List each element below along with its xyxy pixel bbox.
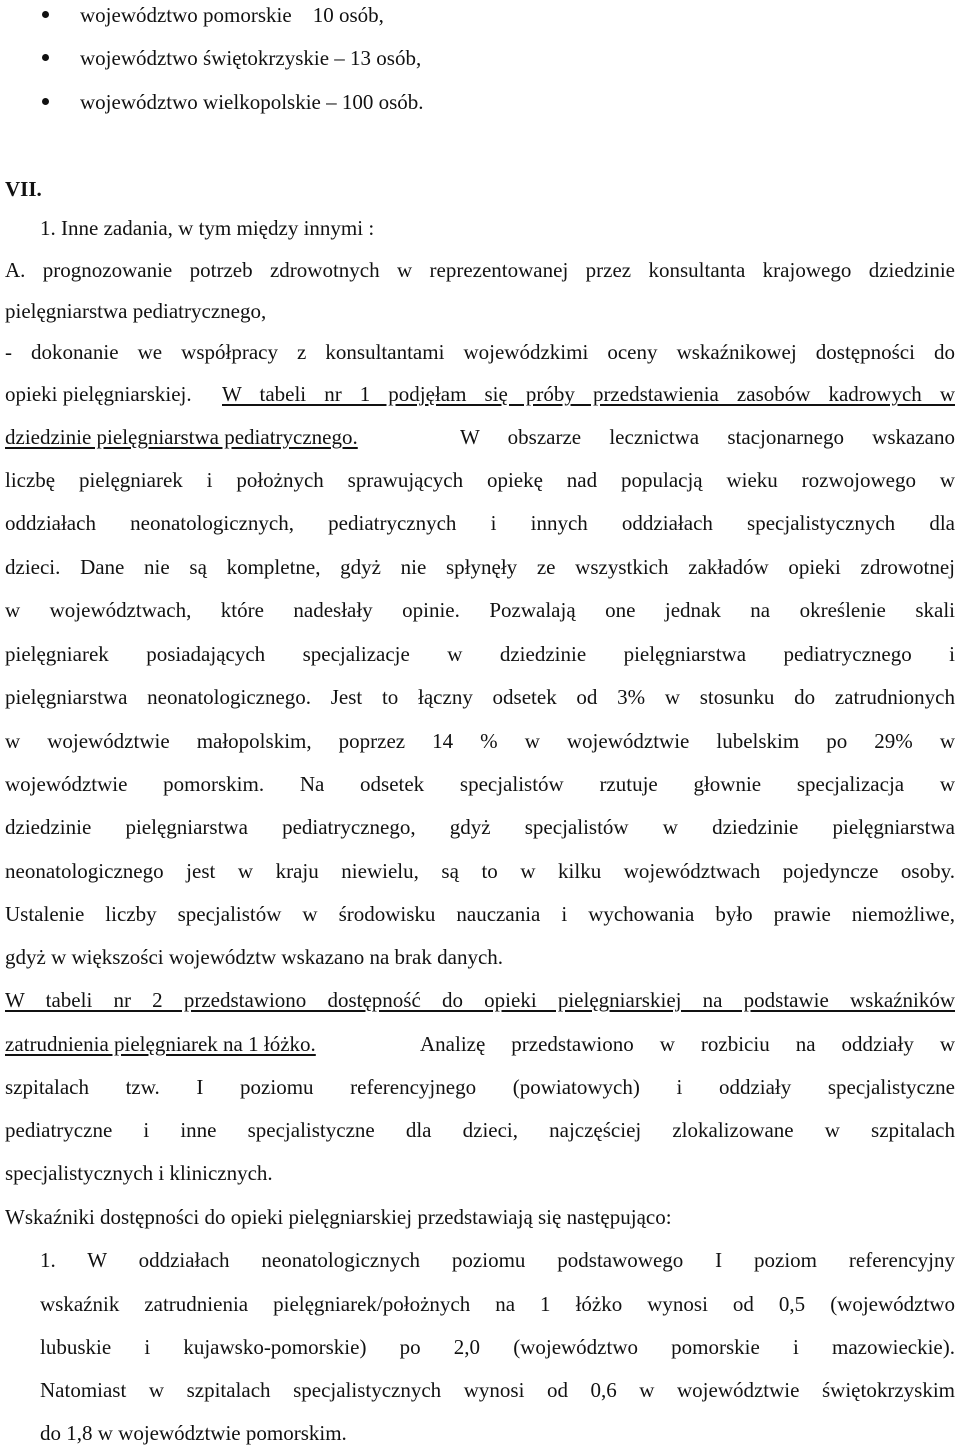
paragraph-line-underlined: dziedzinie pielęgniarstwa pediatrycznego. bbox=[5, 425, 358, 449]
list-item-line: Natomiast w szpitalach specjalistycznych wynosi od 0,6 w województwie świętokrzyskim bbox=[40, 1378, 955, 1402]
paragraph-line: oddziałach neonatologicznych, pediatrycznych i innych oddziałach specjalistycznych dla bbox=[5, 511, 955, 535]
paragraph-line: liczbę pielęgniarek i położnych sprawujących opiekę nad populacją wieku rozwojowego w bbox=[5, 468, 955, 492]
bullet-item: województwo świętokrzyskie – 13 osób, bbox=[80, 46, 422, 70]
paragraph-line: neonatologicznego jest w kraju niewielu, są to w kilku województwach pojedyncze osoby. bbox=[5, 859, 955, 883]
paragraph-line: opieki pielęgniarskiej. bbox=[5, 382, 192, 406]
numbered-item: 1. Inne zadania, w tym między innymi : bbox=[40, 216, 375, 240]
paragraph-line: pielęgniarstwa neonatologicznego. Jest to łączny odsetek od 3% w stosunku do zatrudnionych bbox=[5, 685, 955, 709]
bullet-icon bbox=[42, 54, 49, 61]
paragraph-line: szpitalach tzw. I poziomu referencyjnego (powiatowych) i oddziały specjalistyczne bbox=[5, 1075, 955, 1099]
bullet-icon bbox=[42, 98, 49, 105]
paragraph-line: pediatryczne i inne specjalistyczne dla dzieci, najczęściej zlokalizowane w szpitalach bbox=[5, 1118, 955, 1142]
paragraph-line: dzieci. Dane nie są kompletne, gdyż nie spłynęły ze wszystkich zakładów opieki zdrowotnej bbox=[5, 555, 955, 579]
paragraph-line: dziedzinie pielęgniarstwa pediatrycznego, gdyż specjalistów w dziedzinie pielęgniarstwa bbox=[5, 815, 955, 839]
paragraph-line-underlined: W tabeli nr 1 podjęłam się próby przedstawienia zasobów kadrowych w bbox=[222, 382, 955, 406]
paragraph-line: gdyż w większości województw wskazano na brak danych. bbox=[5, 945, 504, 969]
paragraph-line: Ustalenie liczby specjalistów w środowisku nauczania i wychowania było prawie niemożliwe, bbox=[5, 902, 955, 926]
bullet-item: województwo wielkopolskie – 100 osób. bbox=[80, 90, 424, 114]
paragraph-line: w województwie małopolskim, poprzez 14 % w województwie lubelskim po 29% w bbox=[5, 729, 955, 753]
bullet-item: województwo pomorskie 10 osób, bbox=[80, 3, 384, 27]
paragraph-line: województwie pomorskim. Na odsetek specjalistów rzutuje głownie specjalizacja w bbox=[5, 772, 955, 796]
paragraph-line-underlined: zatrudnienia pielęgniarek na 1 łóżko. bbox=[5, 1032, 316, 1056]
list-item-line: 1. W oddziałach neonatologicznych poziomu podstawowego I poziom referencyjny bbox=[40, 1248, 955, 1272]
list-item-line: lubuskie i kujawsko-pomorskie) po 2,0 (województwo pomorskie i mazowieckie). bbox=[40, 1335, 955, 1359]
paragraph-line: pielęgniarstwa pediatrycznego, bbox=[5, 299, 267, 323]
paragraph-line: W obszarze lecznictwa stacjonarnego wskazano bbox=[460, 425, 955, 449]
list-item-line: do 1,8 w województwie pomorskim. bbox=[40, 1421, 347, 1445]
paragraph-line: pielęgniarek posiadających specjalizacje w dziedzinie pielęgniarstwa pediatrycznego i bbox=[5, 642, 955, 666]
bullet-icon bbox=[42, 11, 49, 18]
paragraph-line: A. prognozowanie potrzeb zdrowotnych w reprezentowanej przez konsultanta krajowego dziedzinie bbox=[5, 258, 955, 282]
paragraph-line: Analizę przedstawiono w rozbiciu na oddziały w bbox=[420, 1032, 955, 1056]
paragraph-line-underlined: W tabeli nr 2 przedstawiono dostępność do opieki pielęgniarskiej na podstawie wskaźników bbox=[5, 988, 955, 1012]
section-heading: VII. bbox=[5, 177, 42, 201]
paragraph-line: Wskaźniki dostępności do opieki pielęgniarskiej przedstawiają się następująco: bbox=[5, 1205, 672, 1229]
paragraph-line: specjalistycznych i klinicznych. bbox=[5, 1161, 273, 1185]
list-item-line: wskaźnik zatrudnienia pielęgniarek/położnych na 1 łóżko wynosi od 0,5 (województwo bbox=[40, 1292, 955, 1316]
paragraph-line: - dokonanie we współpracy z konsultantami wojewódzkimi oceny wskaźnikowej dostępności do bbox=[5, 340, 955, 364]
paragraph-line: w województwach, które nadesłały opinie. Pozwalają one jednak na określenie skali bbox=[5, 598, 955, 622]
